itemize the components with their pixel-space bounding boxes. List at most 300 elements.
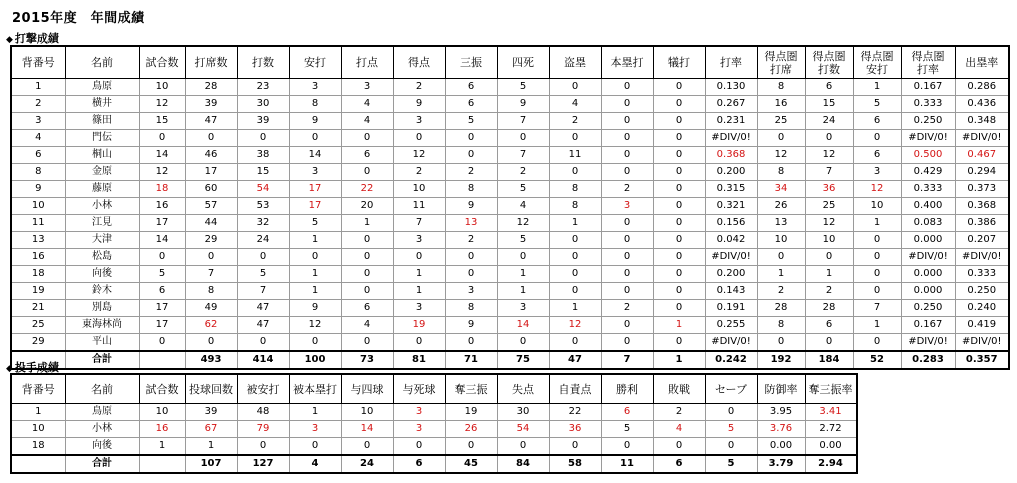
batting-section-text: 打撃成績 <box>14 32 59 45</box>
table-cell: 8 <box>757 164 805 181</box>
table-cell: 14 <box>139 147 185 164</box>
table-cell: 6 <box>139 283 185 300</box>
column-header: 敗戦 <box>653 374 705 404</box>
table-cell: 4 <box>341 113 393 130</box>
table-cell: 17 <box>289 181 341 198</box>
table-cell: 8 <box>549 181 601 198</box>
table-cell: 12 <box>289 317 341 334</box>
total-cell <box>139 351 185 369</box>
table-cell: 6 <box>805 79 853 96</box>
table-cell: 9 <box>289 113 341 130</box>
table-cell: 0 <box>601 147 653 164</box>
table-cell: 17 <box>139 215 185 232</box>
table-cell: 13 <box>11 232 65 249</box>
table-cell: 57 <box>185 198 237 215</box>
table-cell: 3 <box>497 300 549 317</box>
column-header: 打点 <box>341 46 393 79</box>
column-header: 背番号 <box>11 46 65 79</box>
table-row <box>11 266 1009 283</box>
column-header: セーブ <box>705 374 757 404</box>
table-cell: 13 <box>445 215 497 232</box>
table-cell: 0.294 <box>955 164 1009 181</box>
table-cell: 0.00 <box>757 438 805 456</box>
table-cell: 15 <box>237 164 289 181</box>
table-cell: 19 <box>11 283 65 300</box>
column-header: 出塁率 <box>955 46 1009 79</box>
table-cell: 5 <box>139 266 185 283</box>
table-cell: 0 <box>653 130 705 147</box>
table-cell: 0 <box>653 334 705 352</box>
table-cell: 20 <box>341 198 393 215</box>
table-cell: 0 <box>549 232 601 249</box>
table-cell: 1 <box>11 79 65 96</box>
table-cell: 5 <box>445 113 497 130</box>
table-cell: 6 <box>341 147 393 164</box>
table-cell: 49 <box>185 300 237 317</box>
table-cell: 67 <box>185 421 237 438</box>
batting-section-label <box>6 30 59 46</box>
table-cell: 0 <box>601 215 653 232</box>
table-cell: 17 <box>139 317 185 334</box>
table-cell: 32 <box>237 215 289 232</box>
table-row <box>11 181 1009 198</box>
table-cell: 26 <box>445 421 497 438</box>
table-cell: 8 <box>445 181 497 198</box>
table-cell: 0.200 <box>705 164 757 181</box>
table-cell: 4 <box>11 130 65 147</box>
table-cell: 28 <box>805 300 853 317</box>
table-cell: 5 <box>497 232 549 249</box>
table-cell: 1 <box>497 283 549 300</box>
table-cell: 0 <box>805 130 853 147</box>
table-cell: 0.200 <box>705 266 757 283</box>
table-row <box>11 421 857 438</box>
player-name-cell: 東海林尚 <box>65 317 139 334</box>
table-cell: 12 <box>393 147 445 164</box>
pitching-body <box>11 404 857 474</box>
table-cell: 18 <box>11 266 65 283</box>
table-cell: 16 <box>11 249 65 266</box>
table-cell: 16 <box>757 96 805 113</box>
total-cell: 2.94 <box>805 455 857 473</box>
column-header: 打率 <box>705 46 757 79</box>
total-row <box>11 351 1009 369</box>
table-cell: 12 <box>497 215 549 232</box>
table-cell: 0 <box>237 334 289 352</box>
table-cell: 3.95 <box>757 404 805 421</box>
column-header: 本塁打 <box>601 46 653 79</box>
total-label: 合計 <box>65 351 139 369</box>
table-cell: 0 <box>757 249 805 266</box>
player-name-cell: 平山 <box>65 334 139 352</box>
table-cell: 0 <box>139 130 185 147</box>
table-cell: 6 <box>805 317 853 334</box>
table-cell: 0.191 <box>705 300 757 317</box>
table-cell: 0 <box>601 249 653 266</box>
table-cell: 6 <box>445 79 497 96</box>
table-cell: #DIV/0! <box>955 334 1009 352</box>
table-cell: 0 <box>653 232 705 249</box>
table-cell: 0 <box>853 232 901 249</box>
table-cell: 0 <box>601 266 653 283</box>
table-cell: 3 <box>445 283 497 300</box>
table-cell: 0.429 <box>901 164 955 181</box>
table-cell: 14 <box>497 317 549 334</box>
total-cell <box>139 455 185 473</box>
table-cell: 6 <box>11 147 65 164</box>
table-cell: 0 <box>549 79 601 96</box>
player-name-cell: 向後 <box>65 438 139 456</box>
total-cell: 100 <box>289 351 341 369</box>
column-header: 背番号 <box>11 374 65 404</box>
table-cell: 36 <box>549 421 601 438</box>
table-cell: 25 <box>757 113 805 130</box>
table-cell: 0 <box>705 404 757 421</box>
table-cell: 2 <box>805 283 853 300</box>
table-cell: 16 <box>139 421 185 438</box>
table-cell: 25 <box>11 317 65 334</box>
table-cell: 11 <box>393 198 445 215</box>
table-cell: 0.333 <box>955 266 1009 283</box>
table-cell: 0.333 <box>901 96 955 113</box>
total-cell: 7 <box>601 351 653 369</box>
table-cell: 4 <box>497 198 549 215</box>
column-header: 得点 <box>393 46 445 79</box>
table-cell: 0.250 <box>901 113 955 130</box>
total-cell: 71 <box>445 351 497 369</box>
total-cell: 73 <box>341 351 393 369</box>
table-cell: 0 <box>653 300 705 317</box>
table-cell: 6 <box>445 96 497 113</box>
column-header: 失点 <box>497 374 549 404</box>
table-cell: 0 <box>341 232 393 249</box>
table-cell: 0.156 <box>705 215 757 232</box>
table-cell: 0 <box>805 334 853 352</box>
table-cell: 8 <box>289 96 341 113</box>
column-header: 勝利 <box>601 374 653 404</box>
column-header: 得点圏 打率 <box>901 46 955 79</box>
table-row <box>11 249 1009 266</box>
table-cell: 2 <box>549 113 601 130</box>
column-header: 被本塁打 <box>289 374 341 404</box>
table-cell: 1 <box>549 300 601 317</box>
table-cell: 1 <box>185 438 237 456</box>
table-cell: 0.167 <box>901 317 955 334</box>
pitching-stats-table <box>10 373 858 474</box>
table-cell: 0.373 <box>955 181 1009 198</box>
column-header: 三振 <box>445 46 497 79</box>
column-header: 投球回数 <box>185 374 237 404</box>
table-cell: 0.348 <box>955 113 1009 130</box>
table-cell: 53 <box>237 198 289 215</box>
table-cell: 0 <box>853 249 901 266</box>
batting-body <box>11 79 1009 370</box>
column-header: 試合数 <box>139 374 185 404</box>
column-header: 安打 <box>289 46 341 79</box>
table-cell: 0.000 <box>901 283 955 300</box>
total-cell: 47 <box>549 351 601 369</box>
total-cell: 127 <box>237 455 289 473</box>
player-name-cell: 鈴木 <box>65 283 139 300</box>
table-cell: 0 <box>341 164 393 181</box>
total-cell: 493 <box>185 351 237 369</box>
table-cell: 0 <box>653 113 705 130</box>
column-header: 四死 <box>497 46 549 79</box>
table-cell: 8 <box>185 283 237 300</box>
table-cell: 0.231 <box>705 113 757 130</box>
column-header: 自責点 <box>549 374 601 404</box>
table-cell: 5 <box>601 421 653 438</box>
table-cell: 9 <box>393 96 445 113</box>
total-cell: 192 <box>757 351 805 369</box>
table-cell: 0 <box>289 334 341 352</box>
table-cell: 0 <box>445 266 497 283</box>
table-cell: #DIV/0! <box>705 334 757 352</box>
table-cell: 0 <box>653 249 705 266</box>
player-name-cell: 横井 <box>65 96 139 113</box>
table-cell: 0 <box>601 164 653 181</box>
table-cell: 3 <box>853 164 901 181</box>
player-name-cell: 桐山 <box>65 147 139 164</box>
table-cell: 54 <box>497 421 549 438</box>
table-cell: 0 <box>705 438 757 456</box>
column-header: 打席数 <box>185 46 237 79</box>
table-cell: 4 <box>341 317 393 334</box>
table-cell: 0 <box>341 266 393 283</box>
table-cell: 0.436 <box>955 96 1009 113</box>
player-name-cell: 篠田 <box>65 113 139 130</box>
table-cell: 10 <box>139 79 185 96</box>
table-cell: 28 <box>185 79 237 96</box>
total-label: 合計 <box>65 455 139 473</box>
table-cell: 18 <box>139 181 185 198</box>
table-cell: 0 <box>601 96 653 113</box>
table-cell: #DIV/0! <box>901 334 955 352</box>
table-cell: 7 <box>497 113 549 130</box>
table-cell: 2.72 <box>805 421 857 438</box>
table-cell: 8 <box>445 300 497 317</box>
column-header: 名前 <box>65 46 139 79</box>
table-cell: 0 <box>653 181 705 198</box>
table-cell: 22 <box>341 181 393 198</box>
table-cell: #DIV/0! <box>901 130 955 147</box>
table-cell: 1 <box>497 266 549 283</box>
table-cell: 0 <box>853 334 901 352</box>
table-cell: 0 <box>549 438 601 456</box>
table-cell: 0.143 <box>705 283 757 300</box>
total-cell: 6 <box>393 455 445 473</box>
table-cell: 10 <box>853 198 901 215</box>
table-cell: 3 <box>393 421 445 438</box>
table-row <box>11 283 1009 300</box>
table-row <box>11 164 1009 181</box>
table-cell: 0.368 <box>705 147 757 164</box>
table-cell: 39 <box>185 404 237 421</box>
player-name-cell: 鳥原 <box>65 404 139 421</box>
table-cell: 1 <box>549 215 601 232</box>
table-cell: 7 <box>853 300 901 317</box>
table-cell: 0 <box>653 198 705 215</box>
column-header: 試合数 <box>139 46 185 79</box>
column-header: 得点圏 安打 <box>853 46 901 79</box>
table-cell: 12 <box>757 147 805 164</box>
table-cell: 1 <box>289 404 341 421</box>
table-cell: #DIV/0! <box>705 130 757 147</box>
table-cell: 0 <box>653 164 705 181</box>
table-cell: 17 <box>289 198 341 215</box>
table-cell: 0 <box>601 113 653 130</box>
table-cell: 0.315 <box>705 181 757 198</box>
table-cell: #DIV/0! <box>955 249 1009 266</box>
table-cell: 23 <box>237 79 289 96</box>
table-cell: 0.286 <box>955 79 1009 96</box>
total-cell: 184 <box>805 351 853 369</box>
table-cell: 47 <box>237 317 289 334</box>
table-cell: 0 <box>853 130 901 147</box>
table-cell: 2 <box>393 79 445 96</box>
table-cell: 0 <box>393 249 445 266</box>
table-cell: 46 <box>185 147 237 164</box>
table-cell: 2 <box>393 164 445 181</box>
total-cell: 11 <box>601 455 653 473</box>
table-cell: 1 <box>853 215 901 232</box>
table-cell: 0 <box>549 283 601 300</box>
table-cell: 0 <box>601 232 653 249</box>
table-cell: 0 <box>445 249 497 266</box>
pitching-section-text: 投手成績 <box>14 361 59 374</box>
table-cell: 2 <box>11 96 65 113</box>
table-cell: 7 <box>185 266 237 283</box>
table-cell: 0.333 <box>901 181 955 198</box>
table-cell: 8 <box>11 164 65 181</box>
table-cell: 0 <box>445 147 497 164</box>
table-row <box>11 215 1009 232</box>
column-header: 得点圏 打数 <box>805 46 853 79</box>
table-cell: 2 <box>497 164 549 181</box>
table-cell: 14 <box>289 147 341 164</box>
table-cell: 3 <box>393 232 445 249</box>
table-cell: 7 <box>237 283 289 300</box>
table-cell: 0.167 <box>901 79 955 96</box>
column-header: 与死球 <box>393 374 445 404</box>
table-cell: 4 <box>341 96 393 113</box>
column-header: 被安打 <box>237 374 289 404</box>
column-header: 名前 <box>65 374 139 404</box>
table-cell: 11 <box>11 215 65 232</box>
table-cell: 2 <box>601 181 653 198</box>
player-name-cell: 向後 <box>65 266 139 283</box>
table-cell: 0 <box>237 438 289 456</box>
table-cell: 0 <box>601 79 653 96</box>
total-cell: 81 <box>393 351 445 369</box>
table-cell: 10 <box>393 181 445 198</box>
table-cell: 1 <box>393 283 445 300</box>
table-row <box>11 147 1009 164</box>
table-cell: 1 <box>11 404 65 421</box>
table-cell: 0 <box>341 438 393 456</box>
table-cell: 0 <box>601 317 653 334</box>
column-header: 奪三振 <box>445 374 497 404</box>
table-cell: 1 <box>853 79 901 96</box>
table-cell: 0.267 <box>705 96 757 113</box>
table-cell: 0 <box>445 334 497 352</box>
column-header: 得点圏 打席 <box>757 46 805 79</box>
column-header: 奪三振率 <box>805 374 857 404</box>
table-cell: 36 <box>805 181 853 198</box>
table-cell: 13 <box>757 215 805 232</box>
table-cell: 14 <box>341 421 393 438</box>
table-cell: 0 <box>653 283 705 300</box>
table-cell: 2 <box>445 232 497 249</box>
table-cell: 0 <box>805 249 853 266</box>
table-row <box>11 113 1009 130</box>
table-cell: 6 <box>853 113 901 130</box>
table-cell: 17 <box>139 300 185 317</box>
total-cell: 0.242 <box>705 351 757 369</box>
batting-header-row <box>11 46 1009 79</box>
table-cell: 0 <box>289 130 341 147</box>
table-cell: 79 <box>237 421 289 438</box>
table-cell: 0 <box>445 438 497 456</box>
table-cell: 16 <box>139 198 185 215</box>
table-cell: 10 <box>805 232 853 249</box>
table-cell: 3 <box>289 164 341 181</box>
table-cell: 1 <box>853 317 901 334</box>
table-cell: 10 <box>11 421 65 438</box>
table-cell: 1 <box>289 283 341 300</box>
table-cell: 10 <box>341 404 393 421</box>
table-cell: 39 <box>185 96 237 113</box>
table-cell: 26 <box>757 198 805 215</box>
table-cell: 0 <box>757 334 805 352</box>
table-cell: 2 <box>653 404 705 421</box>
table-cell: 0 <box>393 130 445 147</box>
table-cell: 0 <box>185 130 237 147</box>
table-cell: 0.042 <box>705 232 757 249</box>
table-cell: 17 <box>185 164 237 181</box>
player-name-cell: 江見 <box>65 215 139 232</box>
table-cell: 29 <box>11 334 65 352</box>
table-cell: 0 <box>601 438 653 456</box>
table-cell: 0.250 <box>955 283 1009 300</box>
table-cell: 38 <box>237 147 289 164</box>
table-cell: 0 <box>139 249 185 266</box>
column-header: 与四球 <box>341 374 393 404</box>
table-cell: 0 <box>341 249 393 266</box>
table-cell: 47 <box>237 300 289 317</box>
table-cell: 0 <box>853 266 901 283</box>
table-cell: 24 <box>237 232 289 249</box>
table-cell: #DIV/0! <box>705 249 757 266</box>
table-cell: 5 <box>705 421 757 438</box>
table-cell: 12 <box>549 317 601 334</box>
total-cell: 107 <box>185 455 237 473</box>
total-cell: 414 <box>237 351 289 369</box>
table-cell: 12 <box>853 181 901 198</box>
player-name-cell: 門伝 <box>65 130 139 147</box>
table-cell: 4 <box>549 96 601 113</box>
table-cell: 3 <box>601 198 653 215</box>
total-cell: 24 <box>341 455 393 473</box>
total-cell <box>11 455 65 473</box>
table-cell: 0 <box>549 130 601 147</box>
player-name-cell: 金原 <box>65 164 139 181</box>
table-cell: 0 <box>289 438 341 456</box>
table-cell: 5 <box>237 266 289 283</box>
table-cell: 30 <box>237 96 289 113</box>
table-cell: 6 <box>853 147 901 164</box>
table-cell: 3 <box>341 79 393 96</box>
